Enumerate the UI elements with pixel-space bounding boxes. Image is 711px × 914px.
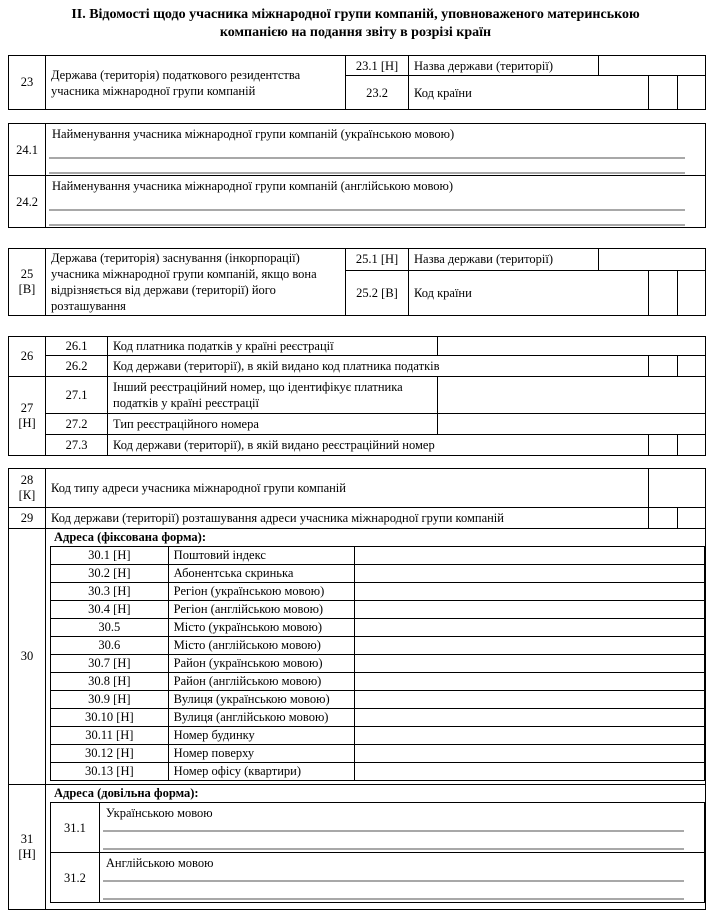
table-row (9, 785, 706, 910)
field-id-30-6: 30.6 (51, 637, 169, 655)
row-number-29: 29 (9, 508, 46, 529)
field-25-label: Держава (територія) заснування (інкорпорації) учасника міжнародної групи компаній, якщо вона відрізняється від держави (території) його розташування (46, 249, 346, 316)
row-number-25: 25 [В] (9, 249, 46, 316)
table-row (51, 673, 705, 691)
field-30-10-value[interactable] (355, 709, 705, 727)
field-id-31-2: 31.2 (51, 853, 100, 903)
field-id-26-2: 26.2 (46, 356, 108, 377)
field-30-3-value[interactable] (355, 583, 705, 601)
table-row (51, 619, 705, 637)
field-30-6-label: Місто (англійською мовою) (168, 637, 355, 655)
field-24-2-input-area (46, 176, 706, 228)
table-row (51, 803, 705, 853)
field-30-13-label: Номер офісу (квартири) (168, 763, 355, 781)
table-row (51, 745, 705, 763)
field-id-30-11: 30.11 [Н] (51, 727, 169, 745)
field-30-9-label: Вулиця (українською мовою) (168, 691, 355, 709)
field-27-3-code-box-1[interactable] (649, 435, 678, 456)
field-31-2-input-area (99, 853, 704, 903)
field-30-12-label: Номер поверху (168, 745, 355, 763)
row-number-23: 23 (9, 56, 46, 110)
field-30-13-value[interactable] (355, 763, 705, 781)
field-25-1-value[interactable] (599, 249, 706, 271)
table-row (51, 565, 705, 583)
field-25-1-label: Назва держави (території) (409, 249, 599, 271)
field-25-2-label: Код країни (409, 270, 649, 315)
field-28-label: Код типу адреси учасника міжнародної групи компаній (46, 469, 649, 508)
field-27-3-code-box-2[interactable] (678, 435, 706, 456)
field-29-code-box-2[interactable] (678, 508, 706, 529)
field-30-1-value[interactable] (355, 547, 705, 565)
write-line[interactable] (49, 209, 685, 211)
write-line[interactable] (49, 224, 685, 226)
page-title-line1: ІІ. Відомості щодо учасника міжнародної групи компаній, уповноваженого материнською (71, 7, 640, 22)
field-24-2-label: Найменування учасника міжнародної групи компаній (англійською мовою) (52, 179, 454, 193)
table-row (51, 709, 705, 727)
field-id-27-2: 27.2 (46, 414, 108, 435)
free-address-header: Адреса (довільна форма): (54, 786, 199, 800)
table-row (9, 249, 706, 271)
section-23-table (8, 55, 706, 110)
field-30-8-label: Район (англійською мовою) (168, 673, 355, 691)
field-30-7-label: Район (українською мовою) (168, 655, 355, 673)
field-30-12-value[interactable] (355, 745, 705, 763)
field-30-11-value[interactable] (355, 727, 705, 745)
field-30-10-label: Вулиця (англійською мовою) (168, 709, 355, 727)
field-30-5-value[interactable] (355, 619, 705, 637)
field-id-27-3: 27.3 (46, 435, 108, 456)
field-id-23-2: 23.2 (346, 76, 409, 110)
field-id-23-1: 23.1 [Н] (346, 56, 409, 76)
field-30-8-value[interactable] (355, 673, 705, 691)
table-row (51, 547, 705, 565)
page-title (0, 6, 711, 42)
field-23-1-value[interactable] (599, 56, 706, 76)
table-row (9, 435, 706, 456)
field-27-2-value[interactable] (438, 414, 706, 435)
table-row (51, 691, 705, 709)
field-id-30-1: 30.1 [Н] (51, 547, 169, 565)
field-30-7-value[interactable] (355, 655, 705, 673)
field-id-30-12: 30.12 [Н] (51, 745, 169, 763)
table-row (9, 124, 706, 176)
field-id-30-4: 30.4 [Н] (51, 601, 169, 619)
field-27-1-value[interactable] (438, 377, 706, 414)
field-25-2-code-box-1[interactable] (649, 270, 678, 315)
field-24-1-input-area (46, 124, 706, 176)
row-number-28: 28 [К] (9, 469, 46, 508)
write-line[interactable] (49, 157, 685, 159)
form-page (0, 6, 711, 910)
row-number-30: 30 (9, 529, 46, 785)
field-28-code-box[interactable] (649, 469, 706, 508)
field-id-30-9: 30.9 [Н] (51, 691, 169, 709)
field-31-2-label: Англійською мовою (105, 856, 214, 870)
field-30-6-value[interactable] (355, 637, 705, 655)
table-row (51, 583, 705, 601)
section-28-31-table (8, 468, 706, 910)
field-31-1-label: Українською мовою (105, 806, 213, 820)
table-row (51, 853, 705, 903)
field-26-2-code-box-1[interactable] (649, 356, 678, 377)
field-id-30-8: 30.8 [Н] (51, 673, 169, 691)
section-24-table (8, 123, 706, 228)
field-30-9-value[interactable] (355, 691, 705, 709)
row-number-26: 26 (9, 337, 46, 377)
field-30-2-value[interactable] (355, 565, 705, 583)
page-title-line2: компанією на подання звіту в розрізі країн (219, 25, 492, 40)
field-29-label: Код держави (території) розташування адреси учасника міжнародної групи компаній (46, 508, 649, 529)
field-23-2-code-box-2[interactable] (678, 76, 706, 110)
field-id-30-13: 30.13 [Н] (51, 763, 169, 781)
field-id-24-2: 24.2 (9, 176, 46, 228)
field-30-4-value[interactable] (355, 601, 705, 619)
field-29-code-box-1[interactable] (649, 508, 678, 529)
section-26-27-table (8, 336, 706, 456)
field-id-26-1: 26.1 (46, 337, 108, 356)
field-23-2-label: Код країни (409, 76, 649, 110)
table-row (51, 655, 705, 673)
field-id-30-3: 30.3 [Н] (51, 583, 169, 601)
section-25-table (8, 248, 706, 316)
field-23-2-code-box-1[interactable] (649, 76, 678, 110)
write-line[interactable] (103, 880, 684, 882)
fixed-address-header: Адреса (фіксована форма): (54, 530, 206, 544)
field-24-1-label: Найменування учасника міжнародної групи компаній (українською мовою) (52, 127, 455, 141)
field-27-1-label: Інший реєстраційний номер, що ідентифікує платника податків у країні реєстрації (108, 377, 438, 414)
table-row (9, 56, 706, 76)
write-line[interactable] (103, 898, 684, 900)
write-line[interactable] (103, 848, 684, 850)
write-line[interactable] (103, 830, 684, 832)
field-27-2-label: Тип реєстраційного номера (108, 414, 438, 435)
field-26-1-label: Код платника податків у країні реєстрації (108, 337, 438, 356)
field-23-1-label: Назва держави (території) (409, 56, 599, 76)
table-row (9, 176, 706, 228)
row-number-31: 31 [Н] (9, 785, 46, 910)
field-27-3-label: Код держави (території), в якій видано реєстраційний номер (108, 435, 649, 456)
field-23-label: Держава (територія) податкового резидентства учасника міжнародної групи компаній (46, 56, 346, 110)
field-30-3-label: Регіон (українською мовою) (168, 583, 355, 601)
field-id-30-10: 30.10 [Н] (51, 709, 169, 727)
field-25-2-code-box-2[interactable] (678, 270, 706, 315)
field-30-1-label: Поштовий індекс (168, 547, 355, 565)
field-id-30-7: 30.7 [Н] (51, 655, 169, 673)
section-31-area (46, 785, 706, 910)
free-address-table (50, 802, 705, 903)
field-30-2-label: Абонентська скринька (168, 565, 355, 583)
field-id-27-1: 27.1 (46, 377, 108, 414)
table-row (9, 414, 706, 435)
table-row (9, 529, 706, 785)
table-row (51, 763, 705, 781)
table-row (9, 356, 706, 377)
field-26-1-value[interactable] (438, 337, 706, 356)
row-number-27: 27 [Н] (9, 377, 46, 456)
field-id-31-1: 31.1 (51, 803, 100, 853)
table-row (9, 377, 706, 414)
field-31-1-input-area (99, 803, 704, 853)
table-row (51, 637, 705, 655)
field-id-30-5: 30.5 (51, 619, 169, 637)
table-row (51, 601, 705, 619)
field-id-25-2: 25.2 [В] (346, 270, 409, 315)
field-26-2-code-box-2[interactable] (678, 356, 706, 377)
field-id-25-1: 25.1 [Н] (346, 249, 409, 271)
field-30-5-label: Місто (українською мовою) (168, 619, 355, 637)
write-line[interactable] (49, 172, 685, 174)
table-row (9, 508, 706, 529)
field-30-11-label: Номер будинку (168, 727, 355, 745)
field-id-24-1: 24.1 (9, 124, 46, 176)
section-30-area (46, 529, 706, 785)
field-26-2-label: Код держави (території), в якій видано код платника податків (108, 356, 649, 377)
fixed-address-table (50, 546, 705, 781)
table-row (51, 727, 705, 745)
table-row (9, 337, 706, 356)
field-id-30-2: 30.2 [Н] (51, 565, 169, 583)
field-30-4-label: Регіон (англійською мовою) (168, 601, 355, 619)
table-row (9, 469, 706, 508)
